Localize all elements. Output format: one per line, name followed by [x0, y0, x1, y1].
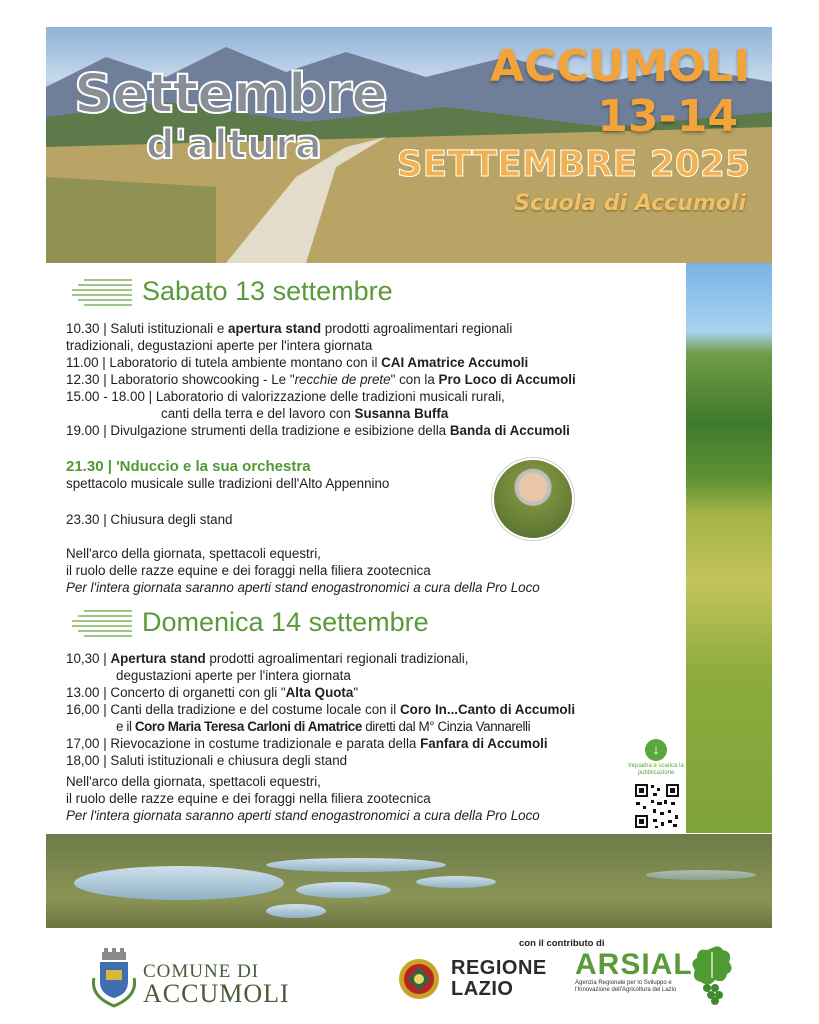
regione-line2: LAZIO: [451, 978, 514, 1000]
program-line: 10.30 | Saluti istituzionali e apertura stand prodotti agroalimentari regionali: [66, 321, 513, 336]
town-name: ACCUMOLI: [490, 41, 750, 92]
program-line: 16,00 | Canti della tradizione e del costume locale con il Coro In...Canto di Accumoli: [66, 702, 576, 717]
note-line: Per l'intera giornata saranno aperti stand enogastronomici a cura della Pro Loco: [66, 808, 540, 823]
program-line: 12.30 | Laboratorio showcooking - Le "recchie de prete" con la Pro Loco di Accumoli: [66, 372, 576, 387]
note-line: Per l'intera giornata saranno aperti stand enogastronomici a cura della Pro Loco: [66, 580, 540, 595]
event-dates: 13-14: [597, 91, 738, 142]
arsial-description: Agenzia Regionale per lo Sviluppo e l'Innovazione dell'Agricoltura del Lazio: [575, 980, 677, 993]
event-subtitle: d'altura: [146, 122, 322, 168]
performer-photo: [492, 458, 574, 540]
qr-code[interactable]: [633, 782, 681, 830]
saturday-heading: [70, 276, 393, 307]
arsial-logo: [575, 950, 693, 994]
saturday-closing: [66, 511, 233, 528]
regione-lazio-logo: [451, 958, 547, 1000]
comune-accumoli-logo: [143, 962, 290, 1007]
evening-description: spettacolo musicale sulle tradizioni dell'Alto Appennino: [66, 476, 390, 491]
sunday-title: Domenica 14 settembre: [142, 607, 429, 637]
evening-title: 21.30 | 'Nduccio e la sua orchestra: [66, 458, 311, 475]
pond-shape: [646, 870, 756, 880]
program-line: 19.00 | Divulgazione strumenti della tradizione e esibizione della Banda di Accumoli: [66, 423, 570, 438]
program-line: 17,00 | Rievocazione in costume tradizionale e parata della Fanfara di Accumoli: [66, 736, 548, 751]
program-line: 11.00 | Laboratorio di tutela ambiente montano con il CAI Amatrice Accumoli: [66, 355, 529, 370]
program-line: 13.00 | Concerto di organetti con gli "Alta Quota": [66, 685, 359, 700]
hero-banner: [46, 27, 772, 263]
regione-line1: REGIONE: [451, 957, 547, 979]
arsial-name: ARSIAL: [575, 948, 693, 981]
speed-lines-icon: [70, 608, 132, 638]
program-line: 15.00 - 18.00 | Laboratorio di valorizzazione delle tradizioni musicali rurali,: [66, 389, 505, 404]
comune-line1: COMUNE DI: [143, 961, 260, 982]
program-line: tradizionali, degustazioni aperte per l'intera giornata: [66, 338, 373, 353]
evening-show: [66, 458, 389, 492]
side-meadow-image: [686, 263, 772, 833]
download-icon[interactable]: ↓: [645, 739, 667, 761]
contribution-label: con il contributo di: [519, 938, 605, 949]
pond-shape: [416, 876, 496, 888]
pond-shape: [74, 866, 284, 900]
speed-lines-icon: [70, 277, 132, 307]
download-caption: Inquadra e scarica la pubblicazione: [628, 763, 684, 776]
event-venue: Scuola di Accumoli: [514, 191, 746, 216]
program-line: canti della terra e del lavoro con Susanna Buffa: [161, 406, 449, 421]
sunday-program: [66, 650, 575, 769]
lake-landscape-image: [46, 834, 772, 928]
note-line: Nell'arco della giornata, spettacoli equestri,: [66, 774, 321, 789]
saturday-title: Sabato 13 settembre: [142, 276, 393, 306]
pond-shape: [296, 882, 391, 898]
closing-line: 23.30 | Chiusura degli stand: [66, 512, 233, 527]
event-title: Settembre: [74, 62, 387, 125]
event-month-year: SETTEMBRE 2025: [396, 144, 750, 185]
grape-leaf-logo: [689, 944, 735, 1006]
pond-shape: [266, 904, 326, 918]
program-line: e il Coro Maria Teresa Carloni di Amatrice diretti dal M° Cinzia Vannarelli: [116, 719, 531, 734]
program-line: 18,00 | Saluti istituzionali e chiusura degli stand: [66, 753, 348, 768]
note-line: Nell'arco della giornata, spettacoli equestri,: [66, 546, 321, 561]
regione-lazio-emblem: [398, 958, 440, 1000]
pond-shape: [266, 858, 446, 872]
program-line: 10,30 | Apertura stand prodotti agroalimentari regionali tradizionali,: [66, 651, 469, 666]
note-line: il ruolo delle razze equine e dei foraggi nella filiera zootecnica: [66, 563, 431, 578]
comune-line2: ACCUMOLI: [143, 979, 290, 1008]
sunday-notes: [66, 773, 540, 824]
saturday-program: [66, 320, 576, 439]
note-line: il ruolo delle razze equine e dei foraggi nella filiera zootecnica: [66, 791, 431, 806]
comune-crest-logo: [88, 948, 140, 1008]
sunday-heading: [70, 607, 429, 638]
saturday-notes: [66, 545, 540, 596]
program-line: degustazioni aperte per l'intera giornata: [116, 668, 351, 683]
